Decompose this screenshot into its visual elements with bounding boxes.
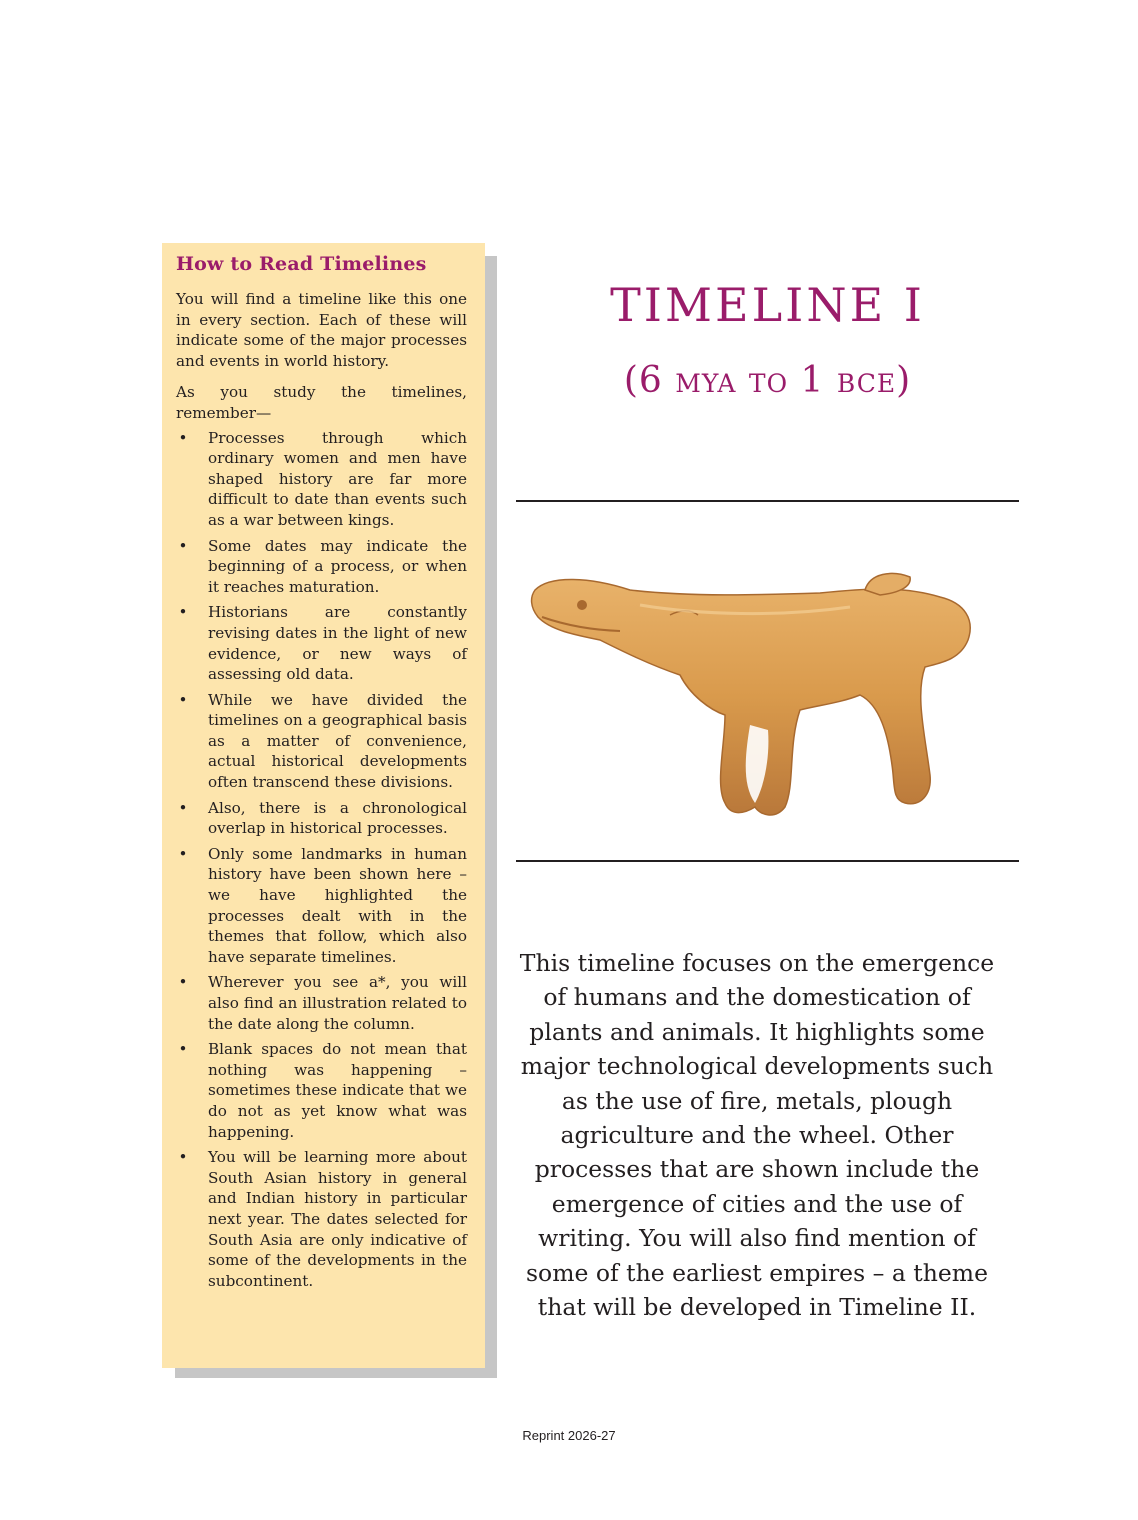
bullet-icon: • [178,798,188,817]
bullet-icon: • [178,536,188,555]
list-item [176,1039,467,1142]
sidebar-heading: How to Read Timelines [176,253,427,275]
bullet-icon: • [178,690,188,709]
list-item-text: Processes through which ordinary women and men have shaped history are far more difficult to date than events such as a war between kings. [208,428,467,529]
list-item [176,844,467,968]
list-item-text: Only some landmarks in human history have been shown here – we have highlighted the processes dealt with in the themes that follow, which also have separate timelines. [208,844,467,966]
list-item-text: Some dates may indicate the beginning of a process, or when it reaches maturation. [208,536,467,596]
bullet-icon: • [178,1148,188,1167]
list-item [176,428,467,531]
list-item [176,1147,467,1291]
bullet-icon: • [178,844,188,863]
list-item [176,798,467,839]
page-title: TIMELINE I [610,278,925,332]
list-item-text: Also, there is a chronological overlap in historical processes. [208,798,467,838]
list-item [176,602,467,684]
sidebar-intro-paragraph: You will find a timeline like this one in every section. Each of these will indicate some of the major processes and events in world history. [176,290,467,370]
sidebar-remember-paragraph: As you study the timelines, remember— [176,383,467,422]
sidebar-bullet-list [176,428,467,1292]
top-divider [516,500,1019,502]
list-item-text: While we have divided the timelines on a geographical basis as a matter of convenience, actual historical developments often transcend these divisions. [208,690,467,792]
reprint-footer: Reprint 2026-27 [522,1428,616,1443]
list-item-text: Wherever you see a*, you will also find an illustration related to the date along the column. [208,973,467,1033]
bullet-icon: • [178,428,188,447]
list-item-text: You will be learning more about South Asian history in general and Indian history in particular next year. The dates selected for South Asia are only indicative of some of the developments in the subcontinent. [208,1148,467,1290]
bottom-divider [516,860,1019,862]
terracotta-animal-figurine-image [520,545,980,845]
bullet-icon: • [178,1040,188,1059]
list-item [176,536,467,598]
list-item-text: Blank spaces do not mean that nothing was happening – sometimes these indicate that we do not as yet know what was happening. [208,1040,467,1141]
list-item [176,690,467,793]
bullet-icon: • [178,603,188,622]
how-to-read-sidebar [162,243,485,1368]
timeline-description: This timeline focuses on the emergence of humans and the domestication of plants and animals. It highlights some major technological developments such as the use of fire, metals, plough agriculture and the wheel. Other processes that are shown include the emergence of cities and the use of writing. You will also find mention of some of the earliest empires – a theme that will be developed in Timeline II. [519,949,995,1322]
list-item-text: Historians are constantly revising dates in the light of new evidence, or new ways of assessing old data. [208,603,467,684]
list-item [176,972,467,1034]
bullet-icon: • [178,973,188,992]
page-subtitle: (6 mya to 1 bce) [623,360,912,401]
